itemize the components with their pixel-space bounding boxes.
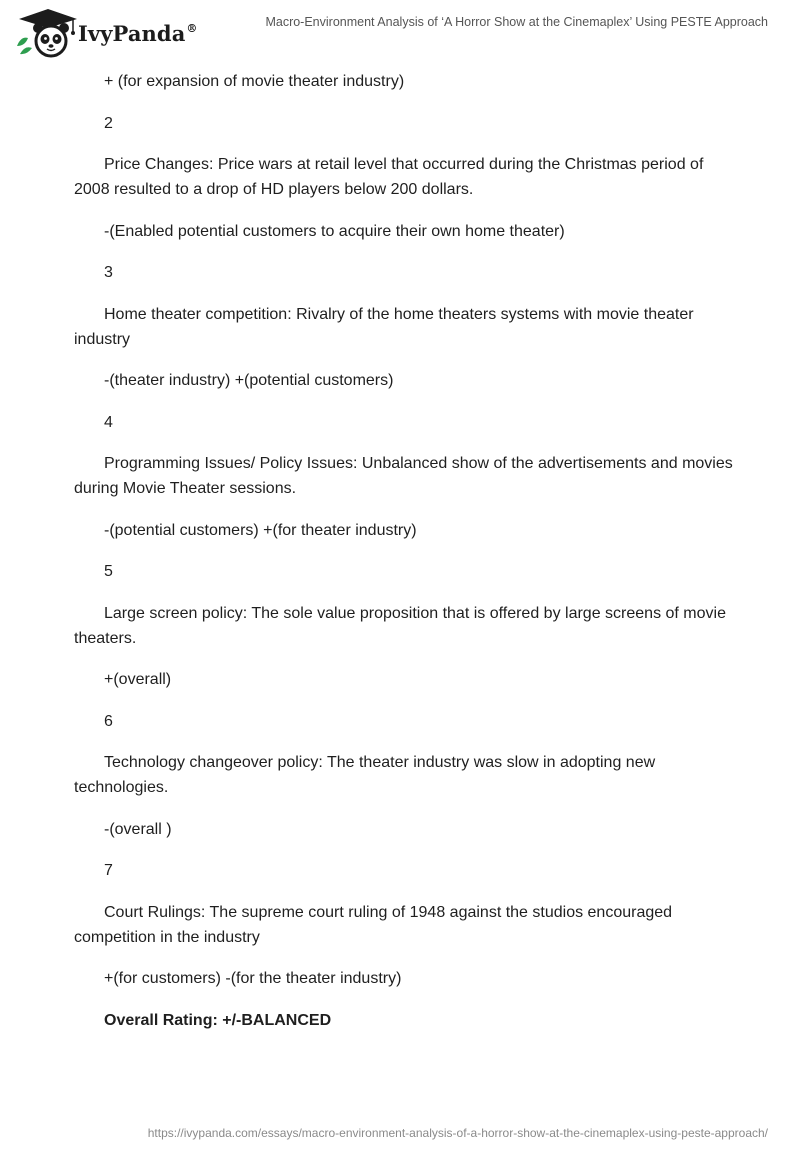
paragraph: 5 xyxy=(104,563,113,580)
paragraph: 3 xyxy=(104,264,113,281)
overall-rating: Overall Rating: +/-BALANCED xyxy=(104,1011,332,1029)
paragraph: +(for customers) -(for the theater industry) xyxy=(104,970,402,987)
paragraph: Large screen policy: The sole value proposition that is offered by large screens of movie theaters. xyxy=(74,604,726,647)
page-header xyxy=(0,0,800,62)
paragraph: -(overall ) xyxy=(104,820,172,838)
paragraph: + (for expansion of movie theater industry) xyxy=(104,73,405,90)
paragraph: +(overall) xyxy=(104,671,172,688)
paragraph: Court Rulings: The supreme court ruling of 1948 against the studios encouraged competition in the industry xyxy=(74,903,673,946)
essay-content xyxy=(74,69,734,1049)
ivypanda-logo-icon[interactable] xyxy=(15,8,81,58)
paragraph: -(Enabled potential customers to acquire their own home theater) xyxy=(104,222,565,240)
source-url[interactable]: https://ivypanda.com/essays/macro-environment-analysis-of-a-horror-show-at-the-cinemaplex-using-peste-approach/ xyxy=(147,1126,768,1140)
paragraph: -(potential customers) +(for theater industry) xyxy=(104,521,417,539)
paragraph: 2 xyxy=(104,114,113,132)
paragraph: Home theater competition: Rivalry of the home theaters systems with movie theater industry xyxy=(74,305,694,348)
paragraph: 7 xyxy=(104,862,113,879)
paragraph: Price Changes: Price wars at retail level that occurred during the Christmas period of 2008 resulted to a drop of HD players below 200 dollars. xyxy=(74,156,704,198)
registered-mark: ® xyxy=(186,22,198,35)
paragraph: 6 xyxy=(104,712,113,730)
paragraph: Technology changeover policy: The theater industry was slow in adopting new technologies. xyxy=(74,754,656,796)
paragraph: -(theater industry) +(potential customers) xyxy=(104,372,394,389)
paragraph: Programming Issues/ Policy Issues: Unbalanced show of the advertisements and movies during Movie Theater sessions. xyxy=(74,455,733,497)
brand-name-text: IvyPanda xyxy=(78,21,186,46)
brand-name[interactable] xyxy=(78,21,198,46)
paragraph: 4 xyxy=(104,413,113,431)
document-title: Macro-Environment Analysis of ‘A Horror Show at the Cinemaplex’ Using PESTE Approach xyxy=(265,15,768,29)
